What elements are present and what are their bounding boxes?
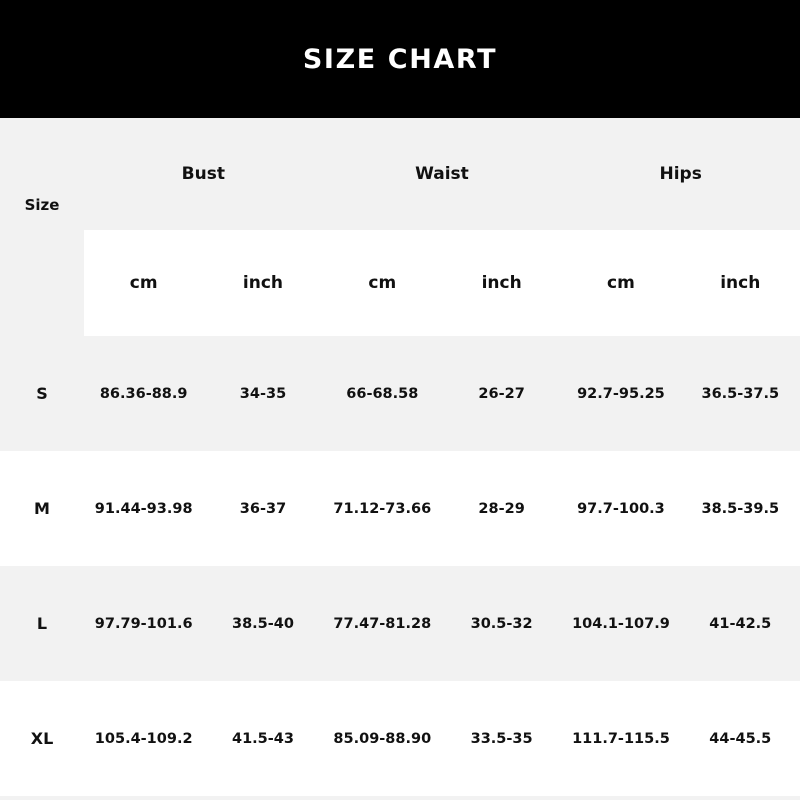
row-value-bust-inch: 34-35 — [203, 336, 322, 451]
row-value-hips-cm: 92.7-95.25 — [561, 336, 680, 451]
row-value-bust-cm: 91.44-93.98 — [84, 451, 203, 566]
unit-header-waist-cm: cm — [323, 230, 442, 336]
row-size-label: M — [0, 451, 84, 566]
row-value-waist-inch: 30.5-32 — [442, 566, 561, 681]
row-value-bust-inch: 36-37 — [203, 451, 322, 566]
table-row — [0, 451, 800, 566]
size-column-header: Size — [0, 118, 84, 230]
row-value-hips-cm: 97.7-100.3 — [561, 451, 680, 566]
measurement-group-header-row — [0, 118, 800, 230]
size-chart-table-wrapper — [0, 118, 800, 800]
unit-row-size-spacer — [0, 230, 84, 336]
row-value-bust-inch: 38.5-40 — [203, 566, 322, 681]
row-value-waist-inch: 28-29 — [442, 451, 561, 566]
unit-header-bust-cm: cm — [84, 230, 203, 336]
unit-header-row — [0, 230, 800, 336]
header-band — [0, 0, 800, 118]
unit-header-hips-inch: inch — [681, 230, 800, 336]
size-chart-table — [0, 118, 800, 796]
row-value-waist-cm: 71.12-73.66 — [323, 451, 442, 566]
row-value-waist-inch: 33.5-35 — [442, 681, 561, 796]
page-title: SIZE CHART — [302, 43, 498, 75]
group-header-hips: Hips — [561, 118, 800, 230]
row-value-hips-inch: 44-45.5 — [681, 681, 800, 796]
unit-header-bust-inch: inch — [203, 230, 322, 336]
unit-header-hips-cm: cm — [561, 230, 680, 336]
row-value-waist-cm: 66-68.58 — [323, 336, 442, 451]
row-value-bust-cm: 97.79-101.6 — [84, 566, 203, 681]
row-value-bust-cm: 86.36-88.9 — [84, 336, 203, 451]
row-value-hips-inch: 41-42.5 — [681, 566, 800, 681]
row-size-label: S — [0, 336, 84, 451]
row-value-waist-cm: 77.47-81.28 — [323, 566, 442, 681]
row-value-waist-cm: 85.09-88.90 — [323, 681, 442, 796]
row-value-hips-inch: 36.5-37.5 — [681, 336, 800, 451]
group-header-bust: Bust — [84, 118, 323, 230]
row-value-bust-inch: 41.5-43 — [203, 681, 322, 796]
row-value-hips-inch: 38.5-39.5 — [681, 451, 800, 566]
row-value-bust-cm: 105.4-109.2 — [84, 681, 203, 796]
unit-header-waist-inch: inch — [442, 230, 561, 336]
row-value-waist-inch: 26-27 — [442, 336, 561, 451]
table-row — [0, 681, 800, 796]
row-size-label: L — [0, 566, 84, 681]
row-value-hips-cm: 104.1-107.9 — [561, 566, 680, 681]
group-header-waist: Waist — [323, 118, 562, 230]
row-size-label: XL — [0, 681, 84, 796]
table-row — [0, 566, 800, 681]
row-value-hips-cm: 111.7-115.5 — [561, 681, 680, 796]
table-row — [0, 336, 800, 451]
